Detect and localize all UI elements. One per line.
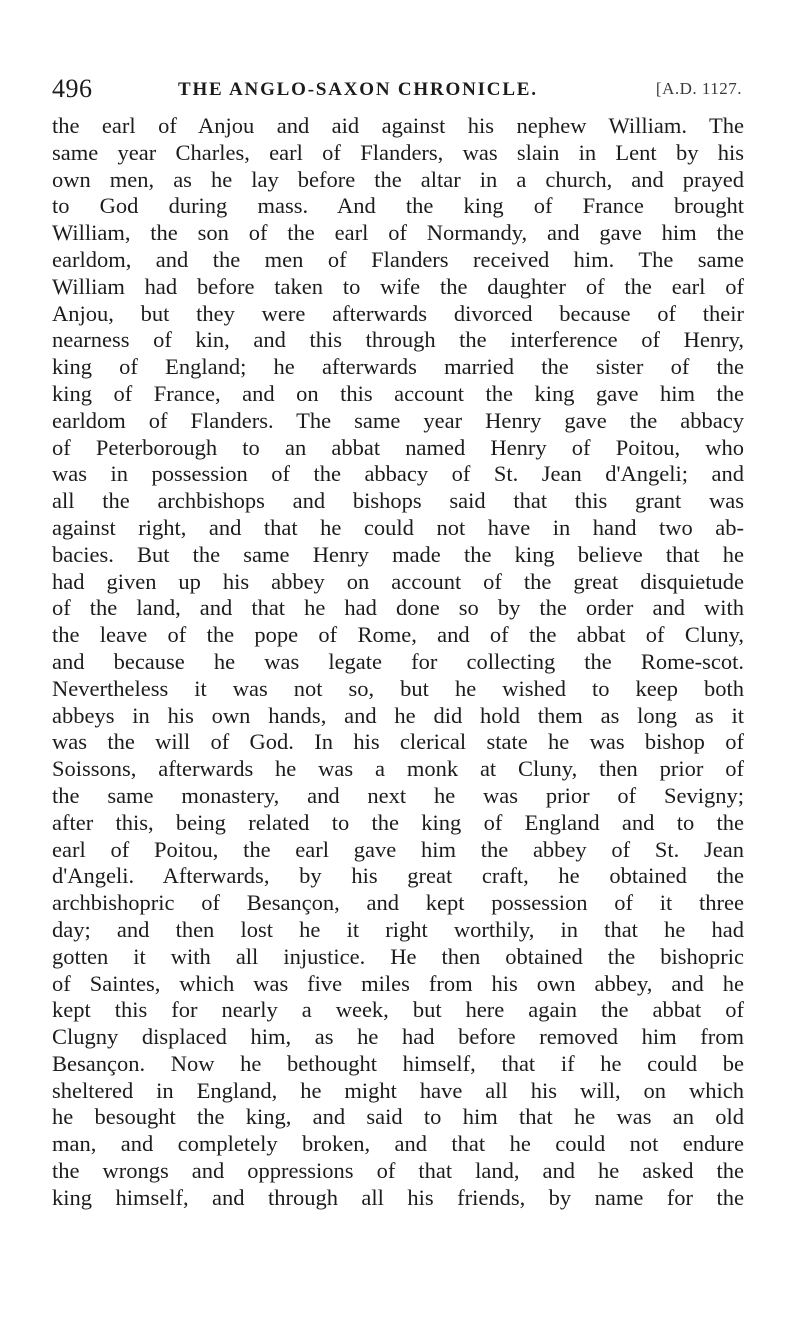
text-line: king of England; he afterwards married the sister of the: [52, 354, 744, 380]
text-line: day; and then lost he it right worthily, in that he had: [52, 916, 744, 942]
body-text: [52, 113, 744, 1212]
text-line: kept this for nearly a week, but here again the abbat of: [52, 997, 744, 1023]
page-number: 496: [52, 74, 93, 103]
text-line: man, and completely broken, and that he could not endure: [52, 1131, 744, 1157]
text-line: the same monastery, and next he was prior of Sevigny;: [52, 782, 744, 808]
text-line: archbishopric of Besançon, and kept possession of it three: [52, 890, 744, 916]
text-line: Anjou, but they were afterwards divorced because of their: [52, 300, 744, 326]
text-line: sheltered in England, he might have all his will, on which: [52, 1077, 744, 1103]
text-line: the leave of the pope of Rome, and of the abbat of Cluny,: [52, 622, 744, 648]
text-line: William, the son of the earl of Normandy, and gave him the: [52, 220, 744, 246]
text-line: earldom of Flanders. The same year Henry gave the abbacy: [52, 407, 744, 433]
text-line: d'Angeli. Afterwards, by his great craft, he obtained the: [52, 863, 744, 889]
text-line: Soissons, afterwards he was a monk at Cluny, then prior of: [52, 756, 744, 782]
text-line: own men, as he lay before the altar in a church, and prayed: [52, 166, 744, 192]
running-head: [52, 74, 742, 106]
text-line: Besançon. Now he bethought himself, that if he could be: [52, 1050, 744, 1076]
text-line: William had before taken to wife the daughter of the earl of: [52, 273, 744, 299]
text-line: was the will of God. In his clerical state he was bishop of: [52, 729, 744, 755]
text-line: after this, being related to the king of England and to the: [52, 809, 744, 835]
text-line: earldom, and the men of Flanders received him. The same: [52, 246, 744, 272]
text-line: abbeys in his own hands, and he did hold them as long as it: [52, 702, 744, 728]
text-line: of Peterborough to an abbat named Henry of Poitou, who: [52, 434, 744, 460]
text-line: Clugny displaced him, as he had before removed him from: [52, 1024, 744, 1050]
running-date: [A.D. 1127.: [655, 79, 742, 98]
text-line: he besought the king, and said to him that he was an old: [52, 1104, 744, 1130]
text-line: king himself, and through all his friends, by name for the: [52, 1184, 744, 1210]
text-line: all the archbishops and bishops said that this grant was: [52, 488, 744, 514]
text-line: had given up his abbey on account of the great disquietude: [52, 568, 744, 594]
text-line: of the land, and that he had done so by the order and with: [52, 595, 744, 621]
text-line: nearness of kin, and this through the interference of Henry,: [52, 327, 744, 353]
text-line: the wrongs and oppressions of that land, and he asked the: [52, 1158, 744, 1184]
text-line: gotten it with all injustice. He then obtained the bishopric: [52, 943, 744, 969]
text-line: king of France, and on this account the king gave him the: [52, 380, 744, 406]
text-line: to God during mass. And the king of France brought: [52, 193, 744, 219]
text-line: Nevertheless it was not so, but he wished to keep both: [52, 675, 744, 701]
text-line: of Saintes, which was five miles from his own abbey, and he: [52, 970, 744, 996]
text-line: against right, and that he could not have in hand two ab-: [52, 514, 744, 540]
text-line: earl of Poitou, the earl gave him the abbey of St. Jean: [52, 836, 744, 862]
text-line: the earl of Anjou and aid against his nephew William. The: [52, 113, 744, 138]
text-line: bacies. But the same Henry made the king believe that he: [52, 541, 744, 567]
running-title: THE ANGLO-SAXON CHRONICLE.: [178, 79, 538, 100]
text-line: same year Charles, earl of Flanders, was slain in Lent by his: [52, 139, 744, 165]
text-line: and because he was legate for collecting the Rome-scot.: [52, 648, 744, 674]
text-line: was in possession of the abbacy of St. Jean d'Angeli; and: [52, 461, 744, 487]
